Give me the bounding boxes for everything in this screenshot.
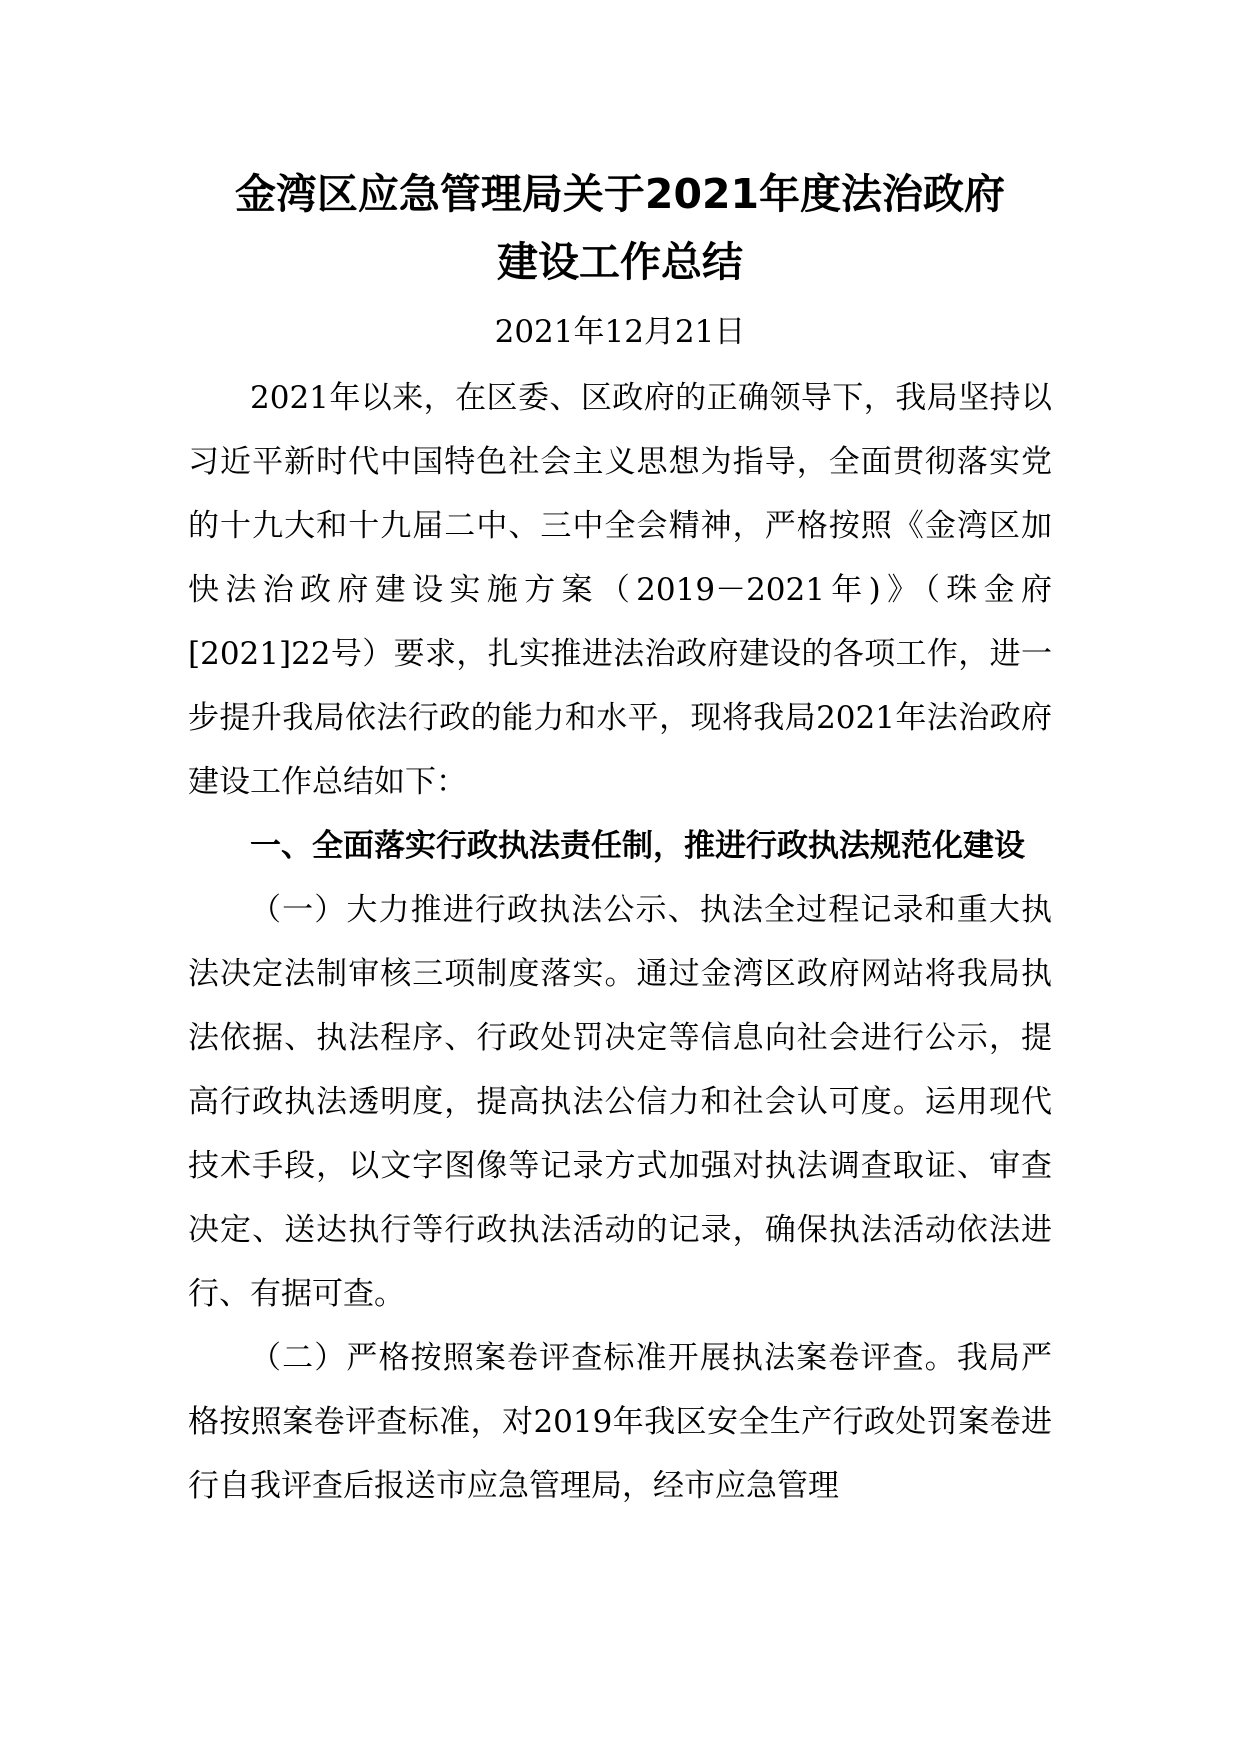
document-page (188, 160, 1052, 1518)
intro-paragraph: 2021年以来，在区委、区政府的正确领导下，我局坚持以习近平新时代中国特色社会主义思想为指导，全面贯彻落实党的十九大和十九届二中、三中全会精神，严格按照《金湾区加快法治政府建设实施方案（2019－2021年)》（珠金府[2021]22号）要求，扎实推进法治政府建设的各项工作，进一步提升我局依法行政的能力和水平，现将我局2021年法治政府建设工作总结如下： (188, 380, 1052, 800)
document-title (188, 160, 1052, 296)
section-1-heading: 一、全面落实行政执法责任制，推进行政执法规范化建设 (250, 828, 1025, 864)
title-line-2: 建设工作总结 (497, 238, 743, 286)
item-2-paragraph: （二）严格按照案卷评查标准开展执法案卷评查。我局严格按照案卷评查标准，对2019年我区安全生产行政处罚案卷进行自我评查后报送市应急管理局，经市应急管理 (188, 1340, 1052, 1504)
title-line-1: 金湾区应急管理局关于2021年度法治政府 (234, 170, 1006, 218)
item-1-paragraph: （一）大力推进行政执法公示、执法全过程记录和重大执法决定法制审核三项制度落实。通过金湾区政府网站将我局执法依据、执法程序、行政处罚决定等信息向社会进行公示，提高行政执法透明度，提高执法公信力和社会认可度。运用现代技术手段，以文字图像等记录方式加强对执法调查取证、审查决定、送达执行等行政执法活动的记录，确保执法活动依法进行、有据可查。 (188, 892, 1052, 1312)
document-date: 2021年12月21日 (494, 314, 746, 350)
